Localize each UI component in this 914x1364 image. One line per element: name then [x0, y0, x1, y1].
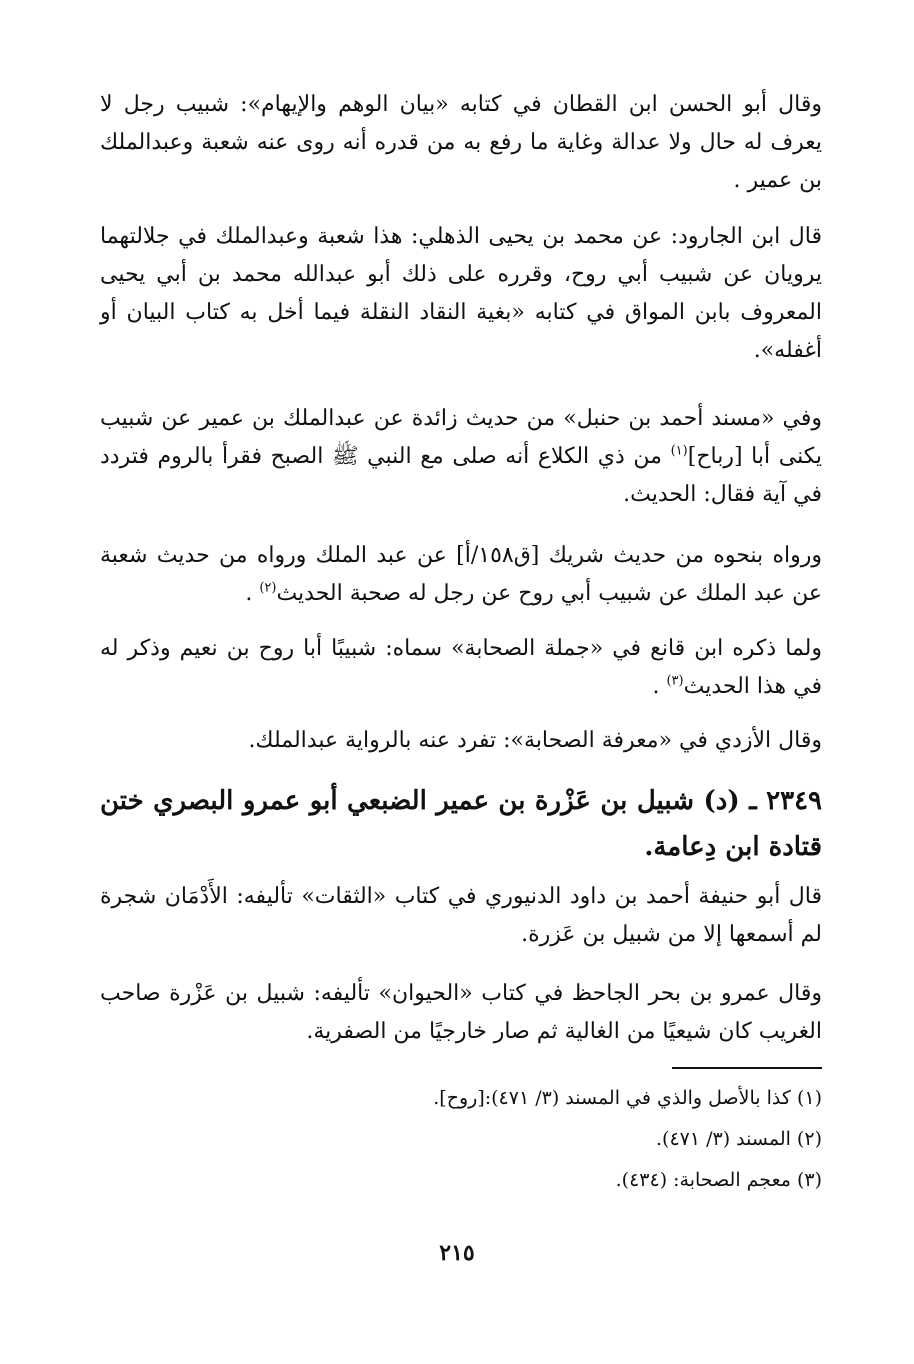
footnote-marker-2: (٢) — [259, 580, 277, 596]
paragraph-sharik — [100, 537, 822, 613]
paragraph-text: ولما ذكره ابن قانع في «جملة الصحابة» سماه: شبيبًا أبا روح بن نعيم وذكر له في هذا الحديث — [100, 636, 822, 699]
paragraph-text: من ذي الكلاع أنه صلى مع النبي ﷺ الصبح فقرأ بالروم فتردد في آية فقال: الحديث. — [100, 444, 822, 507]
footnote-1: (١) كذا بالأصل والذي في المسند (٣/ ٤٧١):[روح]. — [433, 1087, 822, 1109]
entry-heading: ٢٣٤٩ ـ (د) شبيل بن عَزْرة بن عمير الضبعي أبو عمرو البصري ختن قتادة ابن دِعامة. — [100, 786, 822, 862]
paragraph-al-jahiz: وقال عمرو بن بحر الجاحظ في كتاب «الحيوان» تأليفه: شبيل بن عَزْرة صاحب الغريب كان شيعيًا من الغالية ثم صار خارجيًا من الصفرية. — [100, 981, 822, 1044]
paragraph-ibn-qani — [100, 630, 822, 706]
paragraph-text: . — [652, 674, 667, 699]
paragraph-ibn-al-jarud: قال ابن الجارود: عن محمد بن يحيى الذهلي: هذا شعبة وعبدالملك في جلالتهما يرويان عن شبيب أبي روح، وقرره على ذلك أبو عبدالله محمد بن أبي يحيى المعروف بابن المواق في كتابه «بغية النقاد النقلة فيما أخل به كتاب البيان أو أغفله». — [100, 224, 822, 363]
paragraph-text: . — [245, 581, 260, 606]
footnote-marker-1: (١) — [670, 443, 688, 459]
footnote-2: (٢) المسند (٣/ ٤٧١). — [655, 1128, 822, 1150]
footnote-3: (٣) معجم الصحابة: (٤٣٤). — [615, 1169, 822, 1191]
paragraph-al-azdi: وقال الأزدي في «معرفة الصحابة»: تفرد عنه بالرواية عبدالملك. — [248, 728, 822, 753]
paragraph-musnad-ahmad — [100, 400, 822, 514]
footnote-separator — [672, 1067, 822, 1069]
page-number: ٢١٥ — [439, 1240, 475, 1266]
paragraph-text: وفي «مسند أحمد بن حنبل» من حديث زائدة عن عبدالملك بن عمير عن شبيب يكنى أبا [رباح] — [100, 406, 822, 469]
paragraph-text: ورواه بنحوه من حديث شريك [ق١٥٨/أ] عن عبد الملك ورواه من حديث شعبة عن عبد الملك عن شبيب أبي روح عن رجل له صحبة الحديث — [100, 543, 822, 606]
footnote-marker-3: (٣) — [666, 673, 684, 689]
paragraph-abu-hanifa: قال أبو حنيفة أحمد بن داود الدنيوري في كتاب «الثقات» تأليفه: الأَدْمَان شجرة لم أسمعها إلا من شبيل بن عَزرة. — [100, 884, 822, 947]
paragraph-ibn-al-qattan: وقال أبو الحسن ابن القطان في كتابه «بيان الوهم والإيهام»: شبيب رجل لا يعرف له حال ولا عدالة وغاية ما رفع به من قدره أنه روى عنه شعبة وعبدالملك بن عمير . — [100, 92, 822, 193]
